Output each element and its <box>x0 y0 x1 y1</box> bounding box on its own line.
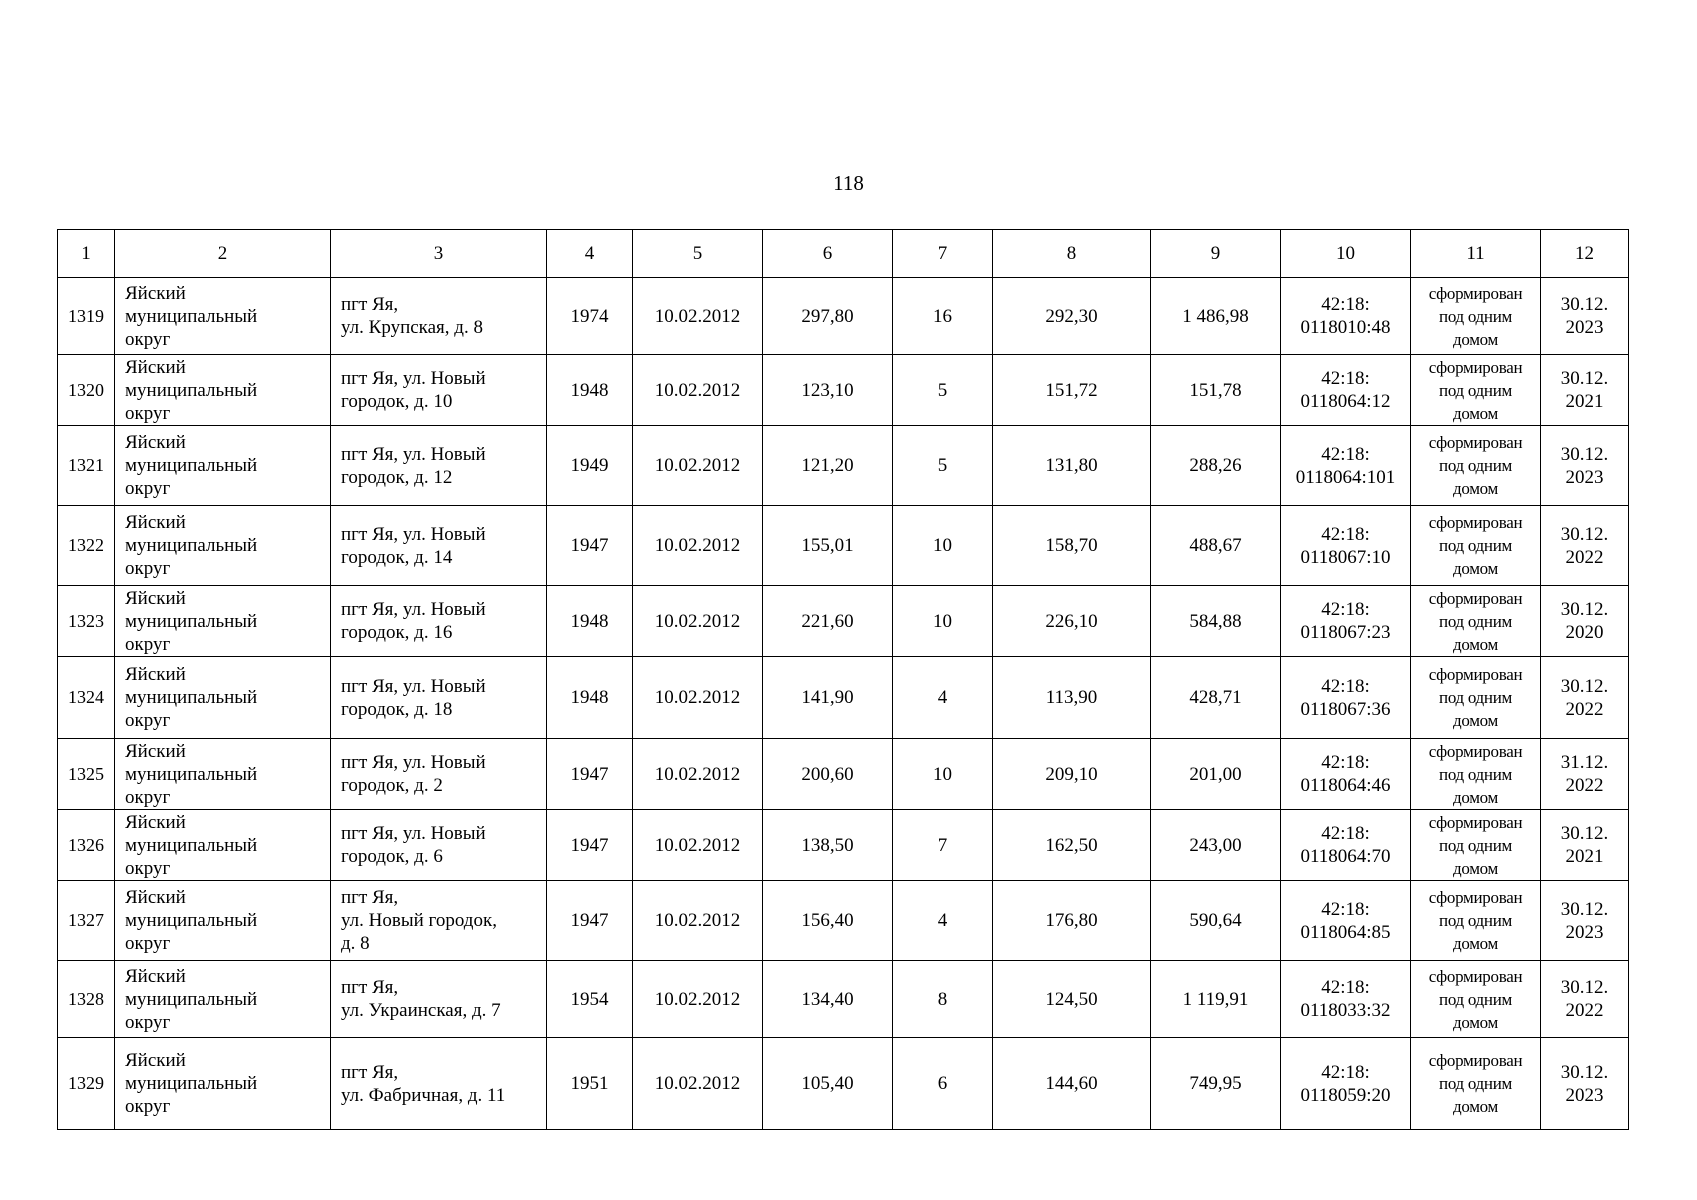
deadline-cell: 30.12. 2022 <box>1541 657 1629 739</box>
year-cell: 1947 <box>547 506 633 586</box>
column-8-cell: 113,90 <box>993 657 1151 739</box>
column-9-cell: 590,64 <box>1151 881 1281 961</box>
deadline-cell: 30.12. 2023 <box>1541 1038 1629 1130</box>
date-cell: 10.02.2012 <box>633 739 763 810</box>
column-header: 11 <box>1411 230 1541 278</box>
row-number-cell: 1327 <box>58 881 115 961</box>
land-status-cell: сформирован под одним домом <box>1411 810 1541 881</box>
column-header: 1 <box>58 230 115 278</box>
cadastral-number-cell: 42:18: 0118033:32 <box>1281 961 1411 1038</box>
column-header: 7 <box>893 230 993 278</box>
municipality-cell: Яйский муниципальный округ <box>115 1038 331 1130</box>
column-6-cell: 200,60 <box>763 739 893 810</box>
row-number-cell: 1322 <box>58 506 115 586</box>
date-cell: 10.02.2012 <box>633 961 763 1038</box>
address-cell: пгт Яя, ул. Новый городок, д. 12 <box>331 426 547 506</box>
land-status-cell: сформирован под одним домом <box>1411 1038 1541 1130</box>
column-6-cell: 121,20 <box>763 426 893 506</box>
land-status-cell: сформирован под одним домом <box>1411 586 1541 657</box>
municipality-cell: Яйский муниципальный округ <box>115 881 331 961</box>
year-cell: 1947 <box>547 739 633 810</box>
municipality-cell: Яйский муниципальный округ <box>115 506 331 586</box>
column-6-cell: 123,10 <box>763 355 893 426</box>
table-row <box>58 506 1629 586</box>
cadastral-number-cell: 42:18: 0118010:48 <box>1281 278 1411 355</box>
column-7-cell: 10 <box>893 739 993 810</box>
table-row <box>58 961 1629 1038</box>
deadline-cell: 30.12. 2021 <box>1541 355 1629 426</box>
year-cell: 1948 <box>547 586 633 657</box>
municipality-cell: Яйский муниципальный округ <box>115 586 331 657</box>
deadline-cell: 30.12. 2022 <box>1541 961 1629 1038</box>
year-cell: 1948 <box>547 355 633 426</box>
cadastral-number-cell: 42:18: 0118064:101 <box>1281 426 1411 506</box>
address-cell: пгт Яя, ул. Новый городок, д. 6 <box>331 810 547 881</box>
column-header: 3 <box>331 230 547 278</box>
column-header: 6 <box>763 230 893 278</box>
column-7-cell: 10 <box>893 586 993 657</box>
address-cell: пгт Яя, ул. Новый городок, д. 16 <box>331 586 547 657</box>
table-header-row <box>58 230 1629 278</box>
column-9-cell: 584,88 <box>1151 586 1281 657</box>
year-cell: 1948 <box>547 657 633 739</box>
municipality-cell: Яйский муниципальный округ <box>115 355 331 426</box>
year-cell: 1954 <box>547 961 633 1038</box>
column-8-cell: 176,80 <box>993 881 1151 961</box>
cadastral-number-cell: 42:18: 0118059:20 <box>1281 1038 1411 1130</box>
column-9-cell: 488,67 <box>1151 506 1281 586</box>
row-number-cell: 1323 <box>58 586 115 657</box>
address-cell: пгт Яя, ул. Новый городок, д. 2 <box>331 739 547 810</box>
column-7-cell: 5 <box>893 426 993 506</box>
address-cell: пгт Яя, ул. Крупская, д. 8 <box>331 278 547 355</box>
column-8-cell: 226,10 <box>993 586 1151 657</box>
deadline-cell: 30.12. 2022 <box>1541 506 1629 586</box>
column-9-cell: 201,00 <box>1151 739 1281 810</box>
column-9-cell: 151,78 <box>1151 355 1281 426</box>
column-header: 9 <box>1151 230 1281 278</box>
column-6-cell: 155,01 <box>763 506 893 586</box>
column-7-cell: 5 <box>893 355 993 426</box>
column-8-cell: 162,50 <box>993 810 1151 881</box>
column-7-cell: 6 <box>893 1038 993 1130</box>
date-cell: 10.02.2012 <box>633 881 763 961</box>
row-number-cell: 1320 <box>58 355 115 426</box>
table-row <box>58 881 1629 961</box>
row-number-cell: 1328 <box>58 961 115 1038</box>
column-8-cell: 292,30 <box>993 278 1151 355</box>
address-cell: пгт Яя, ул. Фабричная, д. 11 <box>331 1038 547 1130</box>
date-cell: 10.02.2012 <box>633 278 763 355</box>
column-9-cell: 243,00 <box>1151 810 1281 881</box>
column-8-cell: 209,10 <box>993 739 1151 810</box>
column-9-cell: 749,95 <box>1151 1038 1281 1130</box>
column-header: 10 <box>1281 230 1411 278</box>
table-row <box>58 657 1629 739</box>
land-status-cell: сформирован под одним домом <box>1411 657 1541 739</box>
column-6-cell: 134,40 <box>763 961 893 1038</box>
column-7-cell: 7 <box>893 810 993 881</box>
column-header: 2 <box>115 230 331 278</box>
municipality-cell: Яйский муниципальный округ <box>115 278 331 355</box>
year-cell: 1947 <box>547 881 633 961</box>
date-cell: 10.02.2012 <box>633 657 763 739</box>
column-9-cell: 288,26 <box>1151 426 1281 506</box>
land-status-cell: сформирован под одним домом <box>1411 881 1541 961</box>
column-7-cell: 4 <box>893 881 993 961</box>
land-status-cell: сформирован под одним домом <box>1411 506 1541 586</box>
column-7-cell: 4 <box>893 657 993 739</box>
deadline-cell: 30.12. 2021 <box>1541 810 1629 881</box>
table-row <box>58 1038 1629 1130</box>
year-cell: 1947 <box>547 810 633 881</box>
column-7-cell: 10 <box>893 506 993 586</box>
column-9-cell: 428,71 <box>1151 657 1281 739</box>
deadline-cell: 30.12. 2023 <box>1541 278 1629 355</box>
column-header: 4 <box>547 230 633 278</box>
address-cell: пгт Яя, ул. Украинская, д. 7 <box>331 961 547 1038</box>
column-7-cell: 16 <box>893 278 993 355</box>
table-row <box>58 810 1629 881</box>
table-row <box>58 586 1629 657</box>
column-7-cell: 8 <box>893 961 993 1038</box>
cadastral-number-cell: 42:18: 0118067:23 <box>1281 586 1411 657</box>
column-6-cell: 156,40 <box>763 881 893 961</box>
row-number-cell: 1321 <box>58 426 115 506</box>
row-number-cell: 1326 <box>58 810 115 881</box>
address-cell: пгт Яя, ул. Новый городок, д. 10 <box>331 355 547 426</box>
column-9-cell: 1 486,98 <box>1151 278 1281 355</box>
date-cell: 10.02.2012 <box>633 586 763 657</box>
land-status-cell: сформирован под одним домом <box>1411 355 1541 426</box>
municipality-cell: Яйский муниципальный округ <box>115 657 331 739</box>
municipality-cell: Яйский муниципальный округ <box>115 810 331 881</box>
row-number-cell: 1319 <box>58 278 115 355</box>
table-row <box>58 426 1629 506</box>
housing-registry-table <box>57 229 1629 1130</box>
land-status-cell: сформирован под одним домом <box>1411 426 1541 506</box>
land-status-cell: сформирован под одним домом <box>1411 278 1541 355</box>
row-number-cell: 1329 <box>58 1038 115 1130</box>
table-row <box>58 739 1629 810</box>
date-cell: 10.02.2012 <box>633 810 763 881</box>
column-8-cell: 151,72 <box>993 355 1151 426</box>
table-row <box>58 355 1629 426</box>
column-6-cell: 297,80 <box>763 278 893 355</box>
row-number-cell: 1324 <box>58 657 115 739</box>
year-cell: 1951 <box>547 1038 633 1130</box>
column-6-cell: 138,50 <box>763 810 893 881</box>
deadline-cell: 30.12. 2023 <box>1541 881 1629 961</box>
page-number: 118 <box>833 171 864 195</box>
column-8-cell: 124,50 <box>993 961 1151 1038</box>
land-status-cell: сформирован под одним домом <box>1411 739 1541 810</box>
column-8-cell: 131,80 <box>993 426 1151 506</box>
cadastral-number-cell: 42:18: 0118067:36 <box>1281 657 1411 739</box>
column-6-cell: 141,90 <box>763 657 893 739</box>
municipality-cell: Яйский муниципальный округ <box>115 739 331 810</box>
column-header: 5 <box>633 230 763 278</box>
column-8-cell: 158,70 <box>993 506 1151 586</box>
cadastral-number-cell: 42:18: 0118067:10 <box>1281 506 1411 586</box>
row-number-cell: 1325 <box>58 739 115 810</box>
municipality-cell: Яйский муниципальный округ <box>115 426 331 506</box>
date-cell: 10.02.2012 <box>633 1038 763 1130</box>
address-cell: пгт Яя, ул. Новый городок, д. 8 <box>331 881 547 961</box>
column-header: 8 <box>993 230 1151 278</box>
column-6-cell: 221,60 <box>763 586 893 657</box>
deadline-cell: 31.12. 2022 <box>1541 739 1629 810</box>
address-cell: пгт Яя, ул. Новый городок, д. 18 <box>331 657 547 739</box>
year-cell: 1974 <box>547 278 633 355</box>
address-cell: пгт Яя, ул. Новый городок, д. 14 <box>331 506 547 586</box>
column-8-cell: 144,60 <box>993 1038 1151 1130</box>
date-cell: 10.02.2012 <box>633 426 763 506</box>
date-cell: 10.02.2012 <box>633 506 763 586</box>
land-status-cell: сформирован под одним домом <box>1411 961 1541 1038</box>
municipality-cell: Яйский муниципальный округ <box>115 961 331 1038</box>
year-cell: 1949 <box>547 426 633 506</box>
deadline-cell: 30.12. 2023 <box>1541 426 1629 506</box>
column-header: 12 <box>1541 230 1629 278</box>
cadastral-number-cell: 42:18: 0118064:12 <box>1281 355 1411 426</box>
cadastral-number-cell: 42:18: 0118064:70 <box>1281 810 1411 881</box>
deadline-cell: 30.12. 2020 <box>1541 586 1629 657</box>
cadastral-number-cell: 42:18: 0118064:85 <box>1281 881 1411 961</box>
date-cell: 10.02.2012 <box>633 355 763 426</box>
cadastral-number-cell: 42:18: 0118064:46 <box>1281 739 1411 810</box>
table-row <box>58 278 1629 355</box>
column-6-cell: 105,40 <box>763 1038 893 1130</box>
column-9-cell: 1 119,91 <box>1151 961 1281 1038</box>
